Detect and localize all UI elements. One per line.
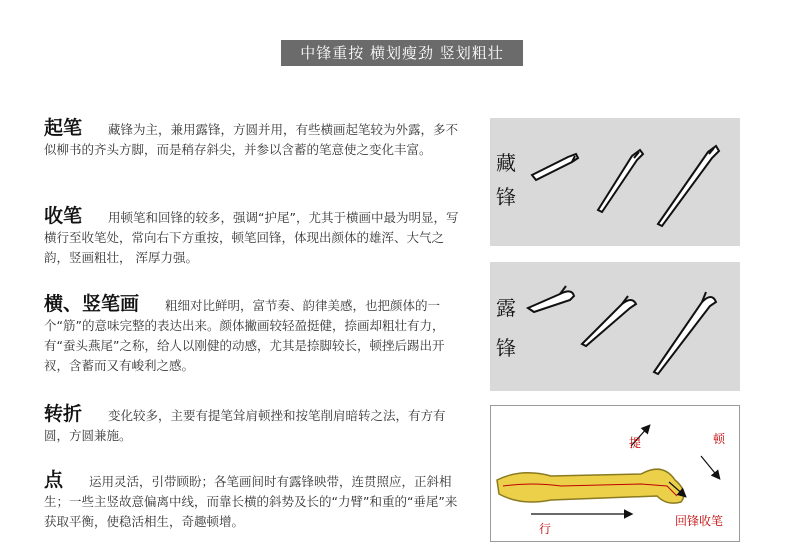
section-body: 藏锋为主，兼用露锋，方圆并用，有些横画起笔较为外露，多不似柳书的齐头方脚，而是稍存斜尖，并参以含蓄的笔意使之变化丰富。 [44, 122, 459, 157]
section-body: 粗细对比鲜明，富节奏、韵律美感，也把颜体的一个“筋”的意味完整的表达出来。颜体撇画较轻盈挺健，捺画却粗壮有力，有“蚕头燕尾”之称，给人以刚健的动感，尤其是捺脚较长，顿挫后踢出开衩，含蓄而又有峻利之感。 [44, 298, 445, 373]
section-shoubi [44, 206, 462, 268]
panel-label: 露锋 [496, 296, 516, 360]
section-head: 收笔 [44, 205, 83, 227]
stroke-illustration [490, 118, 740, 246]
label-dun: 顿 [713, 432, 726, 446]
section-head: 横、竖笔画 [44, 293, 140, 315]
label-huifeng: 回锋收笔 [675, 514, 724, 528]
section-dian [44, 470, 462, 532]
section-head: 起笔 [44, 117, 83, 139]
section-body: 变化较多，主要有提笔耸肩顿挫和按笔削肩暗转之法，有方有圆，方圆兼施。 [44, 408, 446, 443]
section-zhuanzhe [44, 404, 462, 446]
stroke-diagram [490, 405, 740, 542]
panel-cangfeng [490, 118, 740, 246]
section-head: 转折 [44, 403, 83, 425]
page-banner: 中锋重按 横划瘦劲 竖划粗壮 [281, 40, 523, 66]
section-body: 用顿笔和回锋的较多，强调“护尾”，尤其于横画中最为明显，写横行至收笔处，常向右下方重按，顿笔回锋，体现出颜体的雄浑、大气之韵，竖画粗壮， 浑厚力强。 [44, 210, 459, 265]
label-ti: 提 [629, 436, 642, 450]
panel-label: 藏锋 [496, 151, 516, 209]
label-xing: 行 [539, 522, 552, 536]
section-qibi [44, 118, 462, 160]
stroke-illustration [490, 262, 740, 391]
section-hengshu [44, 294, 462, 376]
panel-lufeng [490, 262, 740, 391]
section-head: 点 [44, 469, 64, 491]
section-body: 运用灵活，引带顾盼；各笔画间时有露锋映带，连贯照应，正斜相生；一些主竖故意偏离中线，而靠长横的斜势及长的“力臂”和重的“垂尾”来获取平衡，使稳活相生，奇趣顿增。 [44, 474, 458, 529]
